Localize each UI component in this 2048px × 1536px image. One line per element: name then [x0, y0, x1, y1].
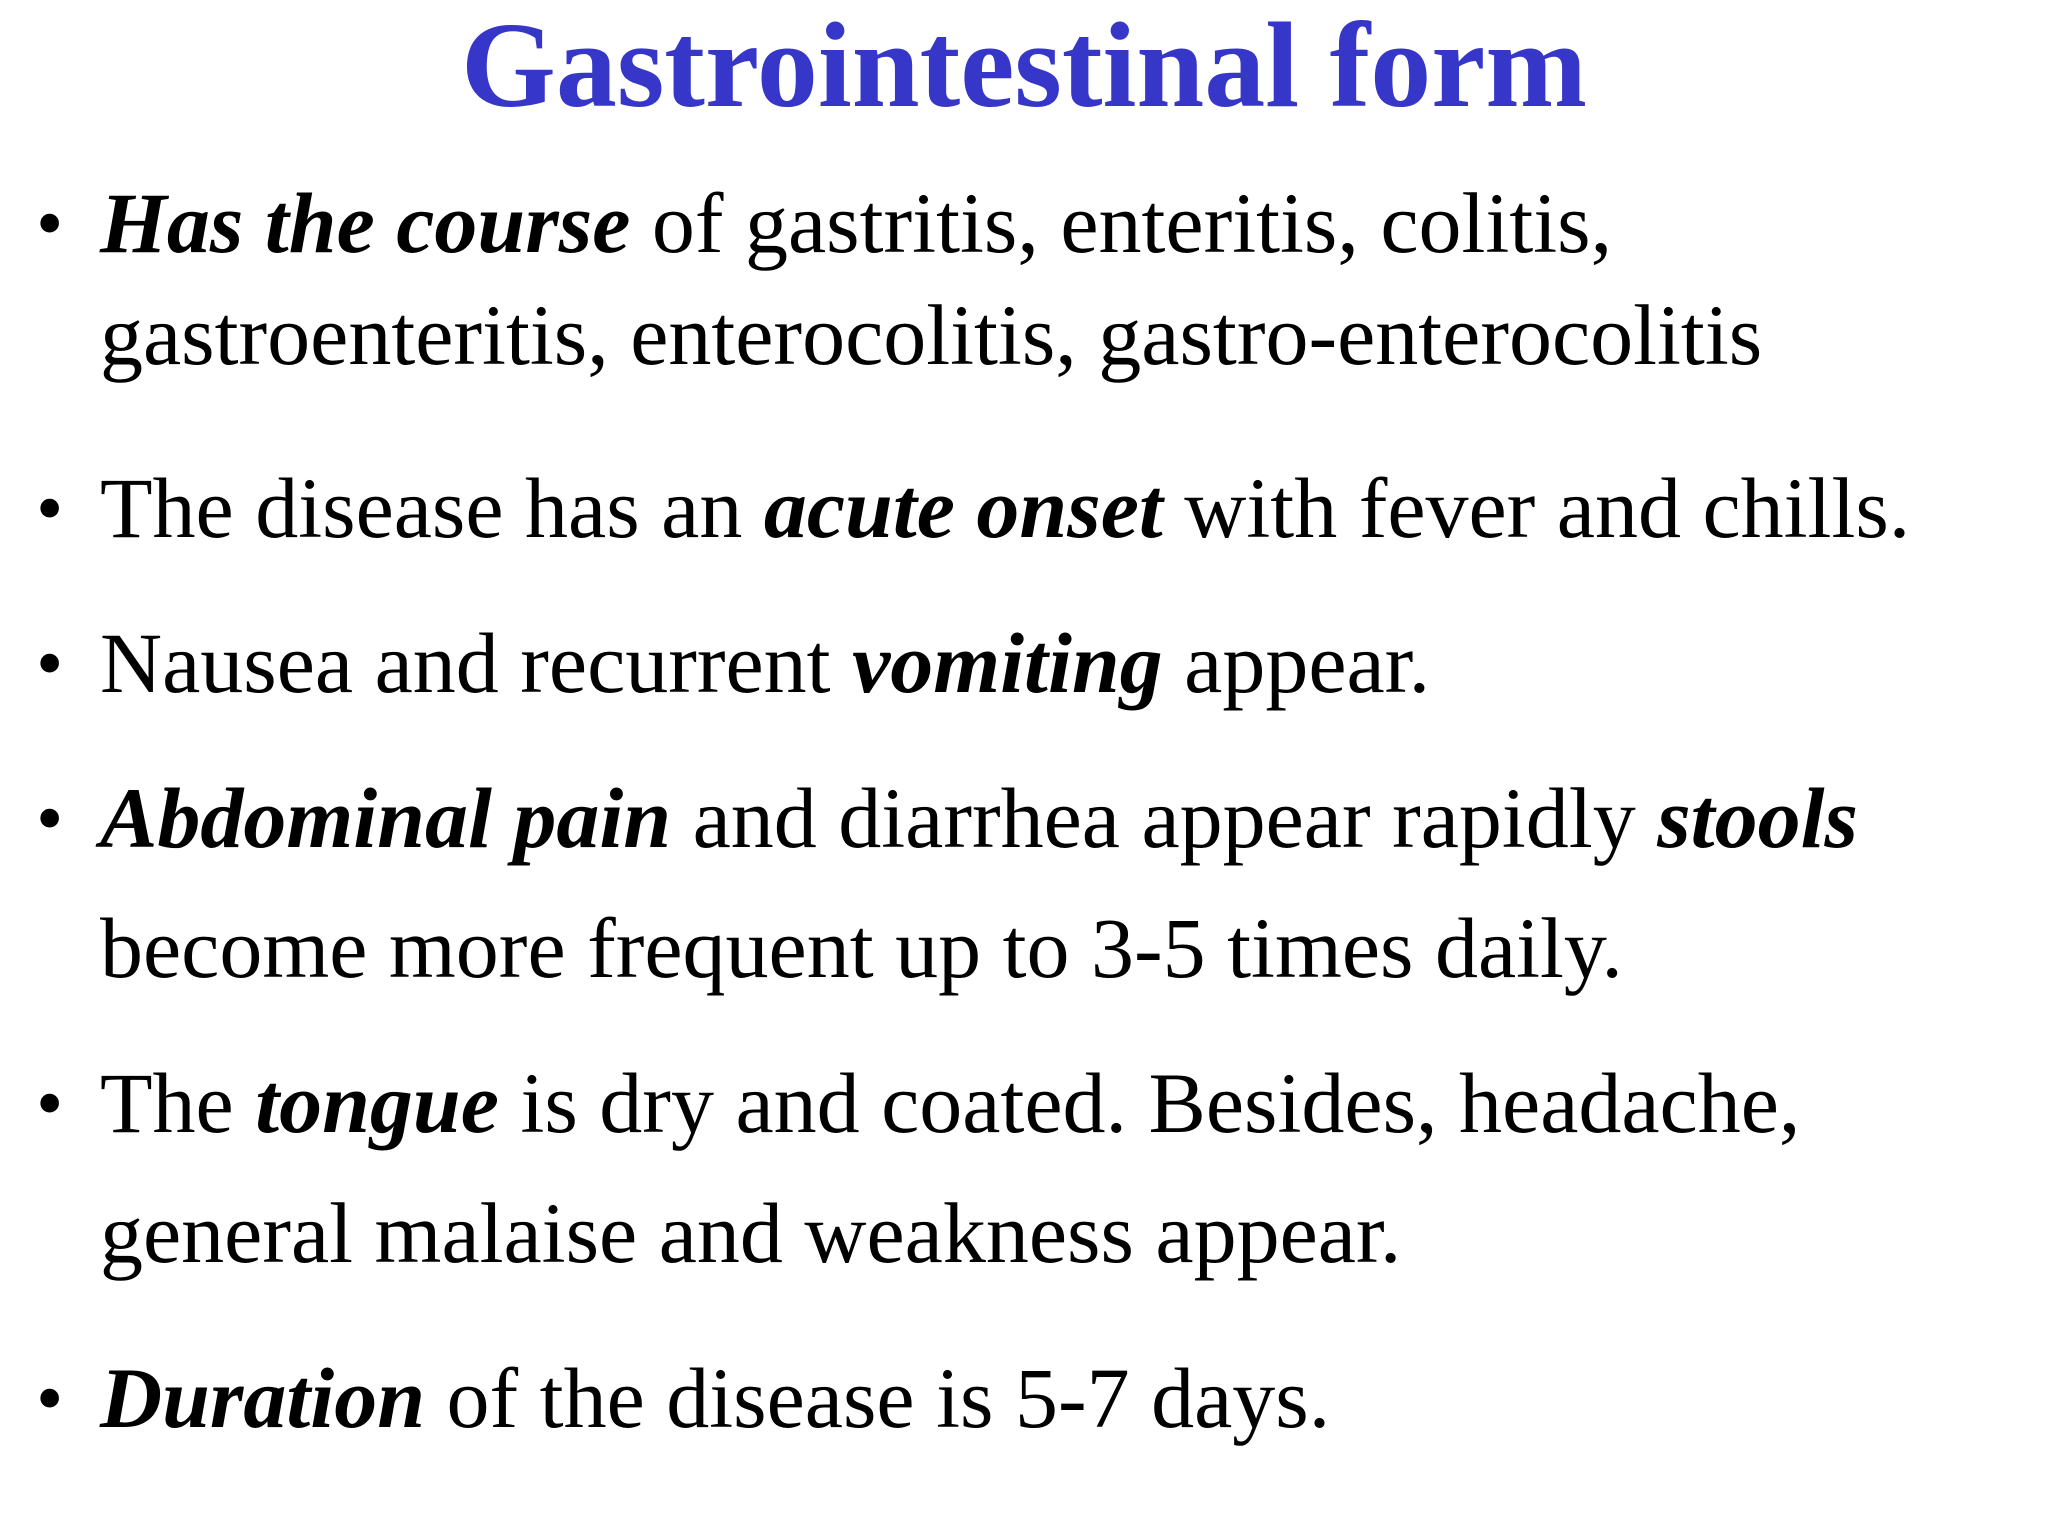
bullet-text: The — [100, 1055, 256, 1151]
emphasis-text: Abdominal pain — [100, 770, 672, 866]
bullet-text: of the disease is 5-7 days. — [425, 1350, 1331, 1446]
bullet-text: with fever and chills. — [1162, 460, 1911, 556]
bullet-line — [100, 1155, 2040, 1311]
bullet-line — [100, 1320, 2040, 1476]
emphasis-text: acute onset — [763, 460, 1163, 556]
emphasis-text: Duration — [100, 1350, 426, 1446]
emphasis-text: Has the course — [100, 175, 631, 271]
bullet-text: gastroenteritis, enterocolitis, gastro-enterocolitis — [100, 287, 1763, 383]
bullet-text: become more frequent up to 3-5 times daily. — [100, 900, 1623, 996]
bullet-text: general malaise and weakness appear. — [100, 1185, 1402, 1281]
bullet-text: and diarrhea appear rapidly — [671, 770, 1658, 866]
bullet-line — [100, 257, 2040, 413]
bullet-icon: • — [36, 464, 64, 551]
emphasis-text: stools — [1657, 770, 1858, 866]
bullet-text: The disease has an — [100, 460, 764, 556]
bullet-icon: • — [36, 1059, 64, 1146]
bullet-icon: • — [36, 619, 64, 706]
emphasis-text: tongue — [255, 1055, 499, 1151]
slide-title: Gastrointestinal form — [460, 0, 1588, 133]
emphasis-text: vomiting — [852, 615, 1163, 711]
bullet-line — [100, 870, 2040, 1026]
bullet-icon: • — [36, 774, 64, 861]
bullet-text: of gastritis, enteritis, colitis, — [630, 175, 1613, 271]
bullet-line — [100, 585, 2040, 741]
bullet-text: Nausea and recurrent — [100, 615, 853, 711]
bullet-icon: • — [36, 179, 64, 266]
bullet-icon: • — [36, 1354, 64, 1441]
bullet-line — [100, 430, 2040, 586]
bullet-text: appear. — [1162, 615, 1431, 711]
bullet-text: is dry and coated. Besides, headache, — [498, 1055, 1801, 1151]
